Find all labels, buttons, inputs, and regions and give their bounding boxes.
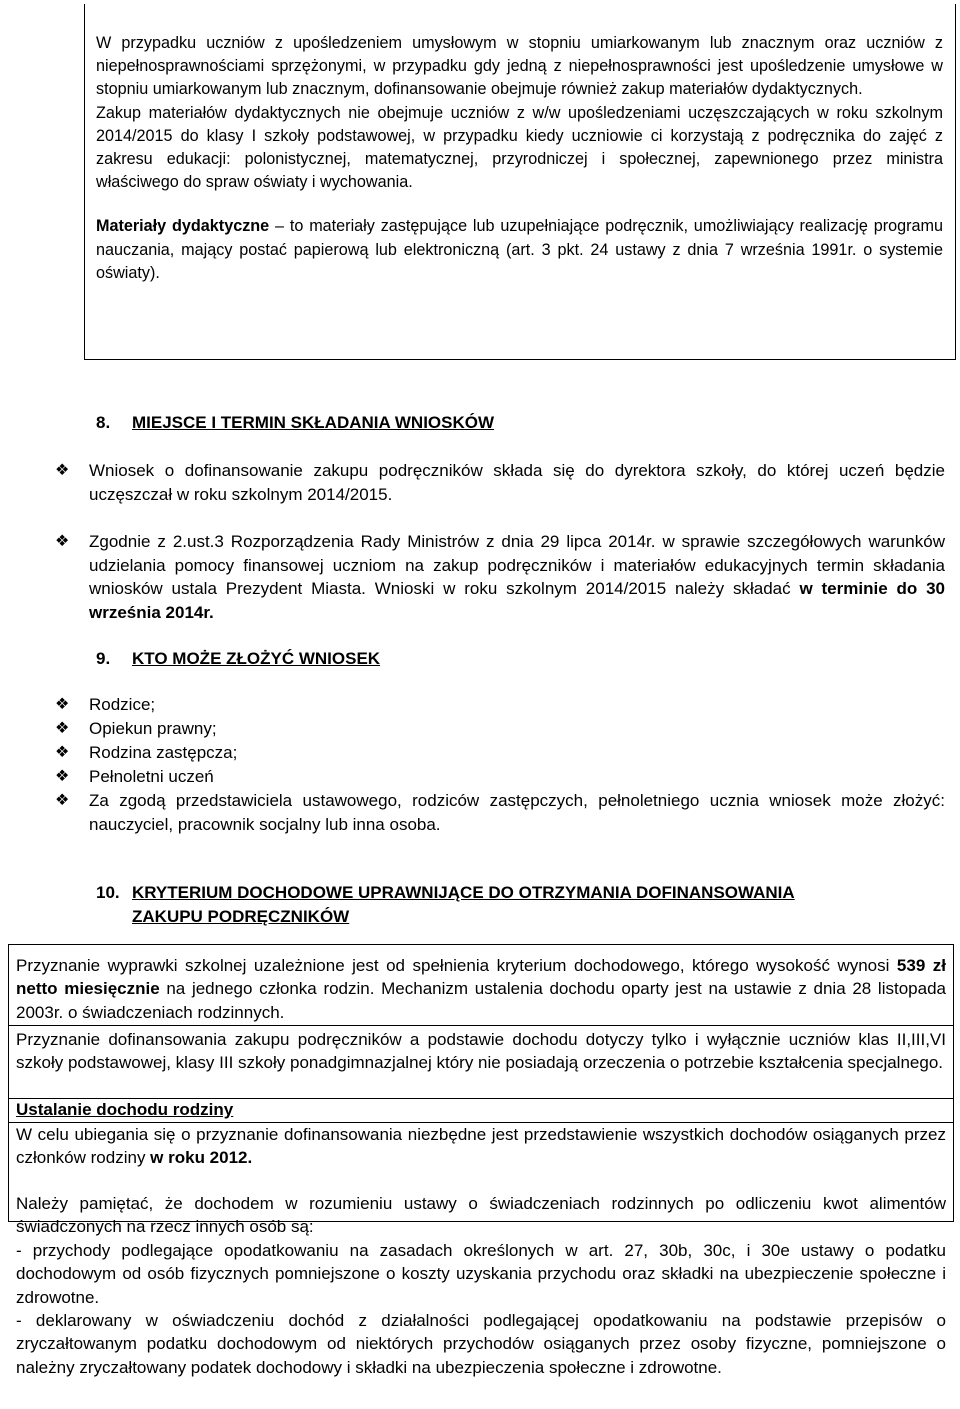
section-8-heading [96,412,494,434]
bullet-text: Rodzina zastępcza; [89,743,238,762]
list-item [55,765,945,789]
subtitle-income: Ustalanie dochodu rodziny [16,1100,234,1119]
paragraph-declared-income: - deklarowany w oświadczeniu dochód z działalności podlegającej opodatkowaniu na podstawie przepisów o zryczałtowanym podatku dochodowym od niektórych przychodów osiąganych przez osoby fizyczne, pomniejszone o należny zryczałtowany podatek dochodowy i składki na ubezpieczenia społeczne i zdrowotne. [16,1311,946,1377]
definition-text: – to materiały zastępujące lub uzupełniające podręcznik, umożliwiający realizację programu nauczania, mający postać papierową lub elektroniczną (art. 3 pkt. 24 ustawy z dnia 7 września 1991r. o systemie oświaty). [96,217,943,282]
diamond-bullet-icon: ❖ [55,792,70,809]
deadline-text: w terminie do 30 września 2014r. [89,579,945,622]
text-part: Przyznanie wyprawki szkolnej uzależnione jest od spełnienia kryterium dochodowego, którego wysokość wynosi [16,956,897,975]
section-10-number: 10. [96,883,120,902]
list-item [55,693,945,717]
section-10-heading-line2 [132,906,349,928]
bullet-text: Pełnoletni uczeń [89,767,214,786]
paragraph-materials-intro: W przypadku uczniów z upośledzeniem umysłowym w stopniu umiarkowanym lub znacznym oraz uczniów z niepełnosprawnościami sprzężonymi, w przypadku gdy jedną z niepełnosprawności jest upośledzenie umysłowe w stopniu umiarkowanym lub znacznym, dofinansowanie obejmuje również zakup materiałów dydaktycznych. [96,34,943,99]
section-8-number: 8. [96,413,111,432]
term-materials: Materiały dydaktyczne [96,217,270,236]
text-part: na jednego członka rodzin. Mechanizm ustalenia dochodu oparty jest na ustawie z dnia 28 listopada 2003r. o świadczeniach rodzinnych. [16,979,946,1022]
divider [8,944,9,1221]
divider [8,1025,954,1026]
paragraph-materials-exclusion: Zakup materiałów dydaktycznych nie obejmuje uczniów z w/w upośledzeniami uczęszczających w roku szkolnym 2014/2015 do klasy I szkoły podstawowej, w przypadku kiedy uczniowie ci korzystają z podręcznika do zajęć z zakresu edukacji: polonistycznej, matematycznej, przyrodniczej i społecznej, zapewnionego przez ministra właściwego do spraw oświaty i wychowania. [96,103,943,192]
diamond-bullet-icon: ❖ [55,744,70,761]
bullet-text [89,530,945,624]
diamond-bullet-icon: ❖ [55,720,70,737]
diamond-bullet-icon: ❖ [55,768,70,785]
paragraph-taxed-income: - przychody podlegające opodatkowaniu na zasadach określonych w art. 27, 30b, 30c, i 30e ustawy o podatku dochodowym od osób fizycznych pomniejszone o koszty uzyskania przychodu oraz składki na ubezpieczenie społeczne i zdrowotne. [16,1241,946,1307]
section-9-heading [96,648,380,670]
diamond-bullet-icon: ❖ [55,462,70,479]
bullet-text: Wniosek o dofinansowanie zakupu podręczników składa się do dyrektora szkoły, do której uczeń będzie uczęszczał w roku szkolnym 2014/2015. [89,461,945,504]
paragraph-income-definition: Należy pamiętać, że dochodem w rozumieniu ustawy o świadczeniach rodzinnych po odliczeniu kwot alimentów świadczonych na rzecz innych osób są: [16,1194,946,1237]
divider [8,944,954,945]
text-part: W celu ubiegania się o przyznanie dofinansowania niezbędne jest przedstawienie wszystkich dochodów osiąganych przez członków rodziny [16,1125,946,1168]
income-threshold: 539 zł netto miesięcznie [16,956,946,999]
paragraph-income-docs [16,1123,946,1170]
divider [953,944,954,1221]
section-10-title-line1: KRYTERIUM DOCHODOWE UPRAWNIJĄCE DO OTRZYMANIA DOFINANSOWANIA [132,883,795,902]
section-9-number: 9. [96,649,111,668]
income-year: w roku 2012. [150,1148,253,1168]
bullet-text: Rodzice; [89,695,156,714]
list-item [55,741,945,765]
paragraph-income-threshold [16,954,946,1024]
bullet-text-part: Zgodnie z 2.ust.3 Rozporządzenia Rady Ministrów z dnia 29 lipca 2014r. w sprawie szczegółowych warunków udzielania pomocy finansowej uczniom na zakup podręczników i materiałów edukacyjnych termin składania wniosków ustala Prezydent Miasta. Wnioski w roku szkolnym 2014/2015 należy składać [89,532,945,598]
diamond-bullet-icon: ❖ [55,696,70,713]
diamond-bullet-icon: ❖ [55,533,70,550]
section-10-heading [96,882,795,904]
info-box-materials [84,4,956,360]
bullet-text: Opiekun prawny; [89,719,217,738]
income-criteria-box [8,944,954,1403]
section-8-title: MIEJSCE I TERMIN SKŁADANIA WNIOSKÓW [132,413,495,432]
list-item [55,717,945,741]
paragraph-materials-definition [96,215,943,285]
paragraph-eligible-classes: Przyznanie dofinansowania zakupu podręczników a podstawie dochodu dotyczy tylko i wyłącznie uczniów klas II,III,VI szkoły podstawowej, klasy III szkoły ponadgimnazjalnej który nie posiadają orzeczenia o potrzebie kształcenia specjalnego. [16,1030,946,1073]
section-10-title-line2: ZAKUPU PODRĘCZNIKÓW [132,907,350,926]
list-item [55,789,945,836]
list-item [55,459,945,506]
list-item [55,530,945,624]
section-9-title: KTO MOŻE ZŁOŻYĆ WNIOSEK [132,649,381,668]
bullet-text: Za zgodą przedstawiciela ustawowego, rodziców zastępczych, pełnoletniego ucznia wniosek może złożyć: nauczyciel, pracownik socjalny lub inna osoba. [89,791,945,834]
